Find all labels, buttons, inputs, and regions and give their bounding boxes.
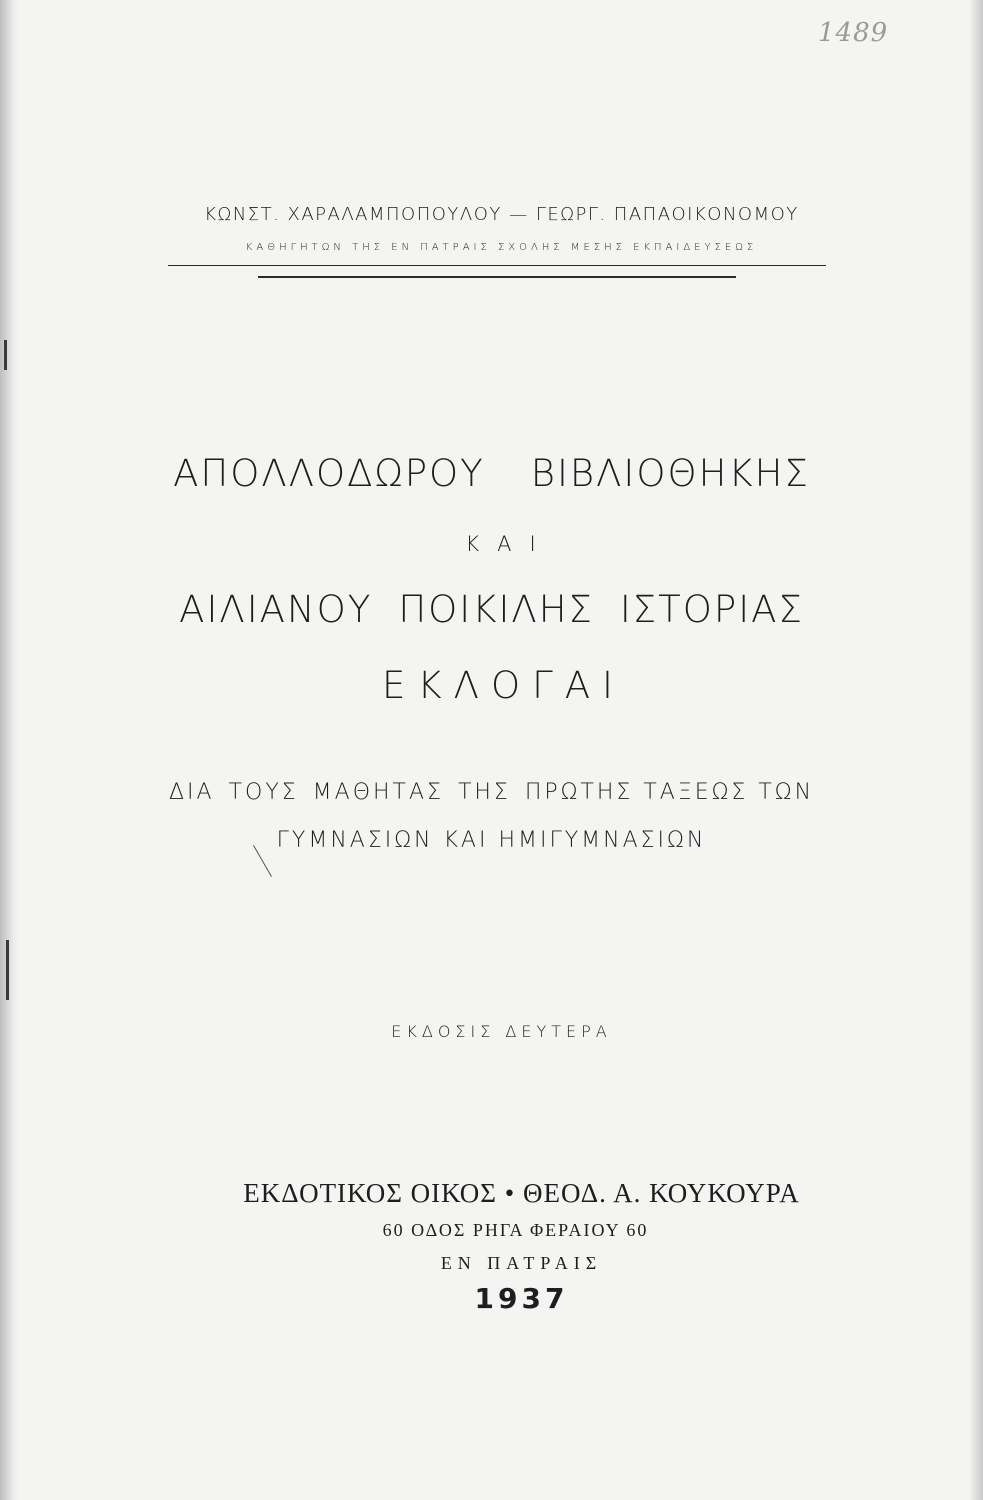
title-line-3	[0, 588, 983, 631]
subtitle-word-mathitas: ΜΑΘΗΤΑΣ	[312, 780, 444, 805]
subtitle-line-2: ΓΥΜΝΑΣΙΩΝ ΚΑΙ ΗΜΙΓΥΜΝΑΣΙΩΝ	[276, 828, 707, 853]
header-rule-top	[168, 265, 826, 266]
title-word-poikilis: ΠΟΙΚΙΛΗΣ	[398, 588, 594, 631]
title-word-istorias: ΙΣΤΟΡΙΑΣ	[619, 588, 804, 631]
subtitle-line-1	[0, 780, 983, 805]
subtitle-phrase-protis-taxeos-ton: ΠΡΩΤΗΣ ΤΑΞΕΩΣ ΤΩΝ	[524, 780, 815, 805]
subtitle-word-dia: ΔΙΑ	[168, 780, 215, 805]
header-rule-bottom	[258, 276, 736, 278]
title-line-4: ΕΚΛΟΓΑΙ	[382, 664, 625, 707]
authors-affiliation: ΚΑΘΗΓΗΤΩΝ ΤΗΣ ΕΝ ΠΑΤΡΑΙΣ ΣΧΟΛΗΣ ΜΕΣΗΣ ΕΚΠΑΙΔΕΥΣΕΩΣ	[245, 242, 758, 253]
title-word-bibliothikis: ΒΙΒΛΙΟΘΗΚΗΣ	[530, 452, 810, 495]
subtitle-word-tous: ΤΟΥΣ	[228, 780, 299, 805]
binding-staple-mark	[6, 940, 9, 1000]
title-word-apollodorou: ΑΠΟΛΛΟΔΩΡΟΥ	[173, 452, 485, 495]
authors-line: ΚΩΝΣΤ. ΧΑΡΑΛΑΜΠΟΠΟΥΛΟΥ — ΓΕΩΡΓ. ΠΑΠΑΟΙΚΟΝΟΜΟΥ	[204, 204, 799, 225]
title-line-1	[0, 452, 983, 495]
publication-year: 1937	[474, 1282, 569, 1315]
title-line-2: ΚΑΙ	[465, 532, 554, 556]
title-word-ailianou: ΑΙΛΙΑΝΟΥ	[179, 588, 373, 631]
binding-staple-mark	[4, 340, 7, 370]
publisher-city: ΕΝ ΠΑΤΡΑΙΣ	[440, 1253, 603, 1273]
handwritten-catalog-number: 1489	[818, 18, 889, 48]
publisher-name: ΕΚΔΟΤΙΚΟΣ ΟΙΚΟΣ • ΘΕΟΔ. Α. ΚΟΥΚΟΥΡΑ	[243, 1178, 800, 1208]
edition-label: ΕΚΔΟΣΙΣ ΔΕΥΤΕΡΑ	[391, 1022, 612, 1041]
subtitle-word-tis: ΤΗΣ	[457, 780, 511, 805]
publisher-address: 60 ΟΔΟΣ ΡΗΓΑ ΦΕΡΑΙΟΥ 60	[382, 1220, 649, 1240]
